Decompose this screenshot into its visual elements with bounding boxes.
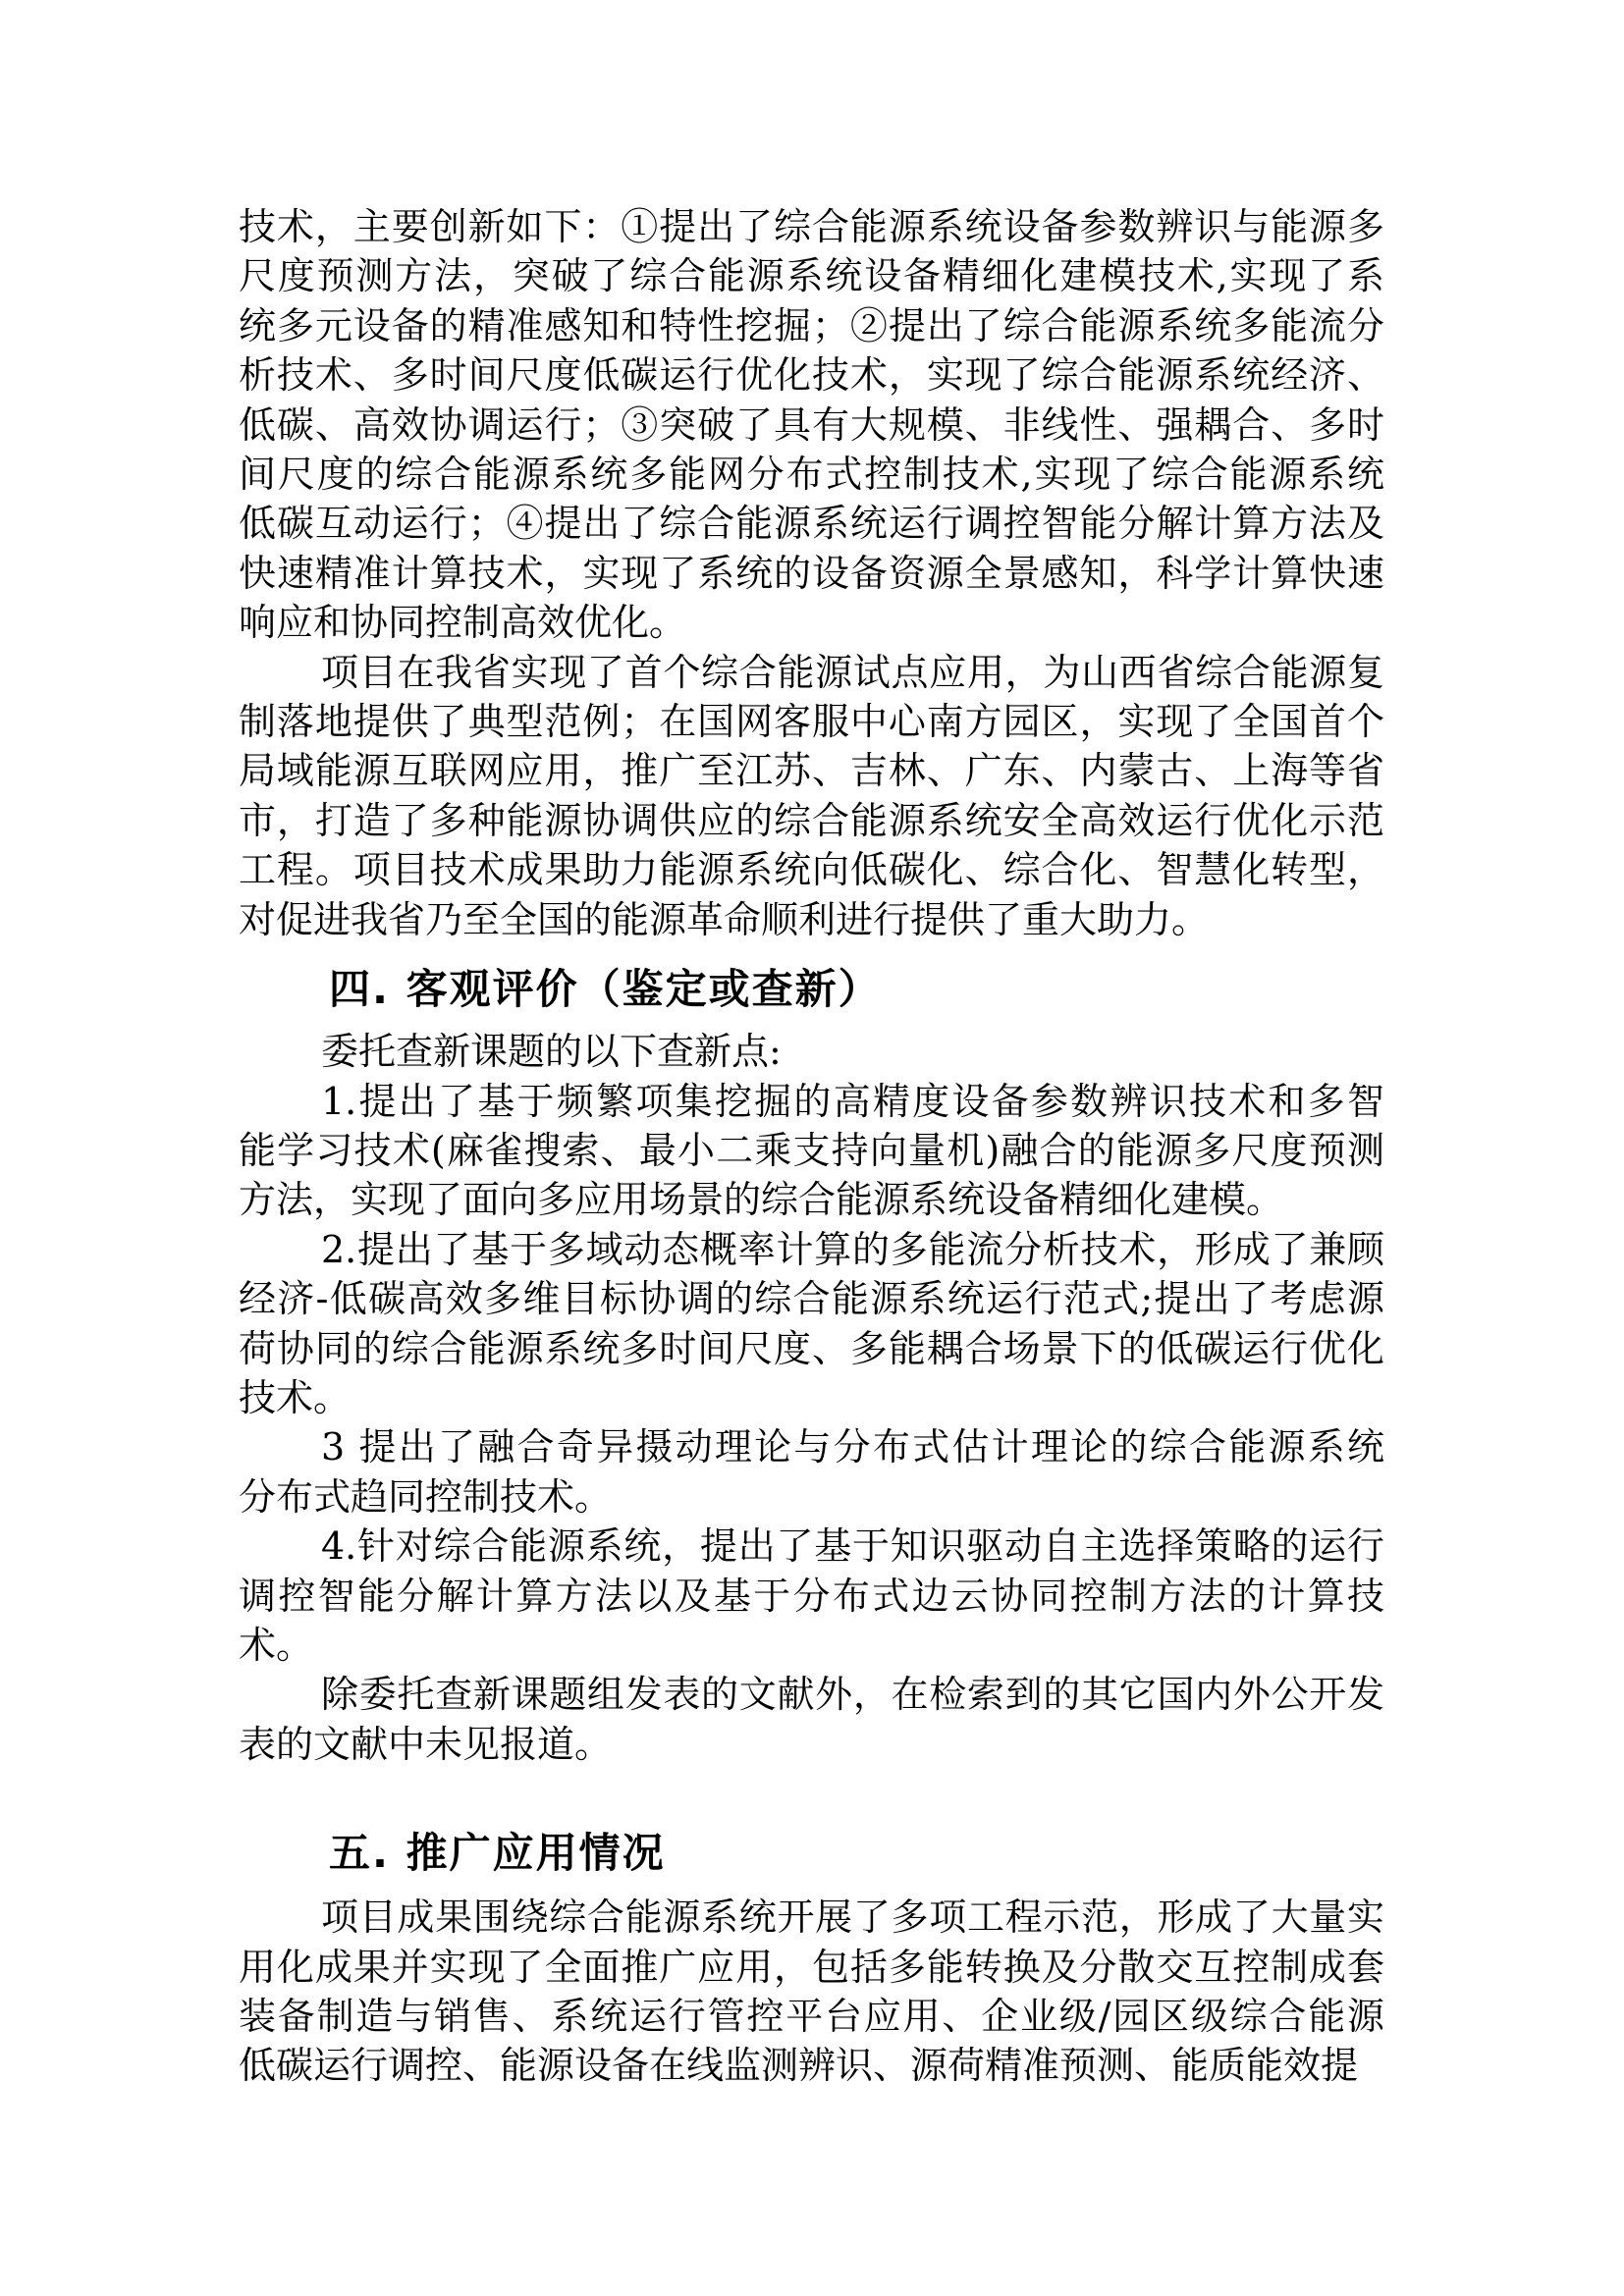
text-line: 低碳、高效协调运行；③突破了具有大规模、非线性、强耦合、多时	[239, 402, 1384, 447]
text-line: 技术，主要创新如下：①提出了综合能源系统设备参数辨识与能源多	[239, 205, 1384, 248]
para-promotion-overview	[239, 1893, 1384, 2091]
text-line: 项目在我省实现了首个综合能源试点应用，为山西省综合能源复	[321, 650, 1384, 694]
text-line: 装备制造与销售、系统运行管控平台应用、企业级/园区级综合能源	[239, 1995, 1384, 2038]
text-line: 调控智能分解计算方法以及基于分布式边云协同控制方法的计算技	[239, 1574, 1384, 1618]
text-line: 低碳互动运行；④提出了综合能源系统运行调控智能分解计算方法及	[239, 502, 1384, 546]
text-line: 术。	[239, 1623, 314, 1667]
text-line: 响应和协同控制高效优化。	[239, 601, 687, 645]
text-line: 4.针对综合能源系统，提出了基于知识驱动自主选择策略的运行	[321, 1524, 1384, 1569]
text-line: 对促进我省乃至全国的能源革命顺利进行提供了重大助力。	[239, 897, 1210, 941]
text-line: 3 提出了融合奇异摄动理论与分布式估计理论的综合能源系统	[321, 1425, 1384, 1469]
text-line: 间尺度的综合能源系统多能网分布式控制技术,实现了综合能源系统	[239, 453, 1384, 497]
text-line: 快速精准计算技术，实现了系统的设备资源全景感知，科学计算快速	[239, 551, 1384, 595]
text-line: 统多元设备的精准感知和特性挖掘；②提出了综合能源系统多能流分	[239, 303, 1384, 347]
text-line: 析技术、多时间尺度低碳运行优化技术，实现了综合能源系统经济、	[239, 353, 1384, 398]
text-line: 项目成果围绕综合能源系统开展了多项工程示范，形成了大量实	[321, 1896, 1384, 1940]
text-line: 1.提出了基于频繁项集挖掘的高精度设备参数辨识技术和多智	[321, 1079, 1384, 1123]
text-line: 能学习技术(麻雀搜索、最小二乘支持向量机)融合的能源多尺度预测	[239, 1128, 1384, 1172]
text-line: 低碳运行调控、能源设备在线监测辨识、源荷精准预测、能质能效提	[239, 2044, 1359, 2088]
para-novelty-point-2	[239, 1225, 1384, 1423]
text-line: 荷协同的综合能源系统多时间尺度、多能耦合场景下的低碳运行优化	[239, 1326, 1384, 1370]
text-line: 除委托查新课题组发表的文献外，在检索到的其它国内外公开发	[321, 1673, 1384, 1717]
text-line: 工程。项目技术成果助力能源系统向低碳化、综合化、智慧化转型，	[239, 848, 1384, 892]
para-novelty-point-4	[239, 1522, 1384, 1670]
text-line: 2.提出了基于多域动态概率计算的多能流分析技术，形成了兼顾	[321, 1227, 1384, 1271]
text-line: 局域能源互联网应用，推广至江苏、吉林、广东、内蒙古、上海等省	[239, 749, 1384, 793]
text-line: 用化成果并实现了全面推广应用，包括多能转换及分散交互控制成套	[239, 1945, 1384, 1989]
para-novelty-point-1	[239, 1077, 1384, 1225]
para-application-achievements	[239, 648, 1384, 944]
para-novelty-point-3	[239, 1422, 1384, 1522]
text-line: 方法，实现了面向多应用场景的综合能源系统设备精细化建模。	[239, 1178, 1284, 1222]
text-line: 市，打造了多种能源协调供应的综合能源系统安全高效运行优化示范	[239, 798, 1384, 842]
text-line: 尺度预测方法，突破了综合能源系统设备精细化建模技术,实现了系	[239, 254, 1384, 298]
para-innovation-points	[239, 202, 1384, 648]
text-line: 制落地提供了典型范例；在国网客服中心南方园区，实现了全国首个	[239, 700, 1384, 744]
text-line: 委托查新课题的以下查新点:	[321, 1030, 782, 1074]
section-heading-5: 五. 推广应用情况	[329, 1829, 666, 1878]
text-line: 经济-低碳高效多维目标协调的综合能源系统运行范式;提出了考虑源	[239, 1277, 1384, 1321]
document-content	[239, 202, 1384, 2091]
para-novelty-conclusion	[239, 1670, 1384, 1769]
text-line: 分布式趋同控制技术。	[239, 1474, 613, 1519]
para-novelty-intro	[239, 1027, 1384, 1076]
text-line: 技术。	[239, 1375, 352, 1419]
text-line: 表的文献中未见报道。	[239, 1722, 613, 1766]
section-heading-4: 四. 客观评价（鉴定或查新）	[329, 965, 882, 1014]
